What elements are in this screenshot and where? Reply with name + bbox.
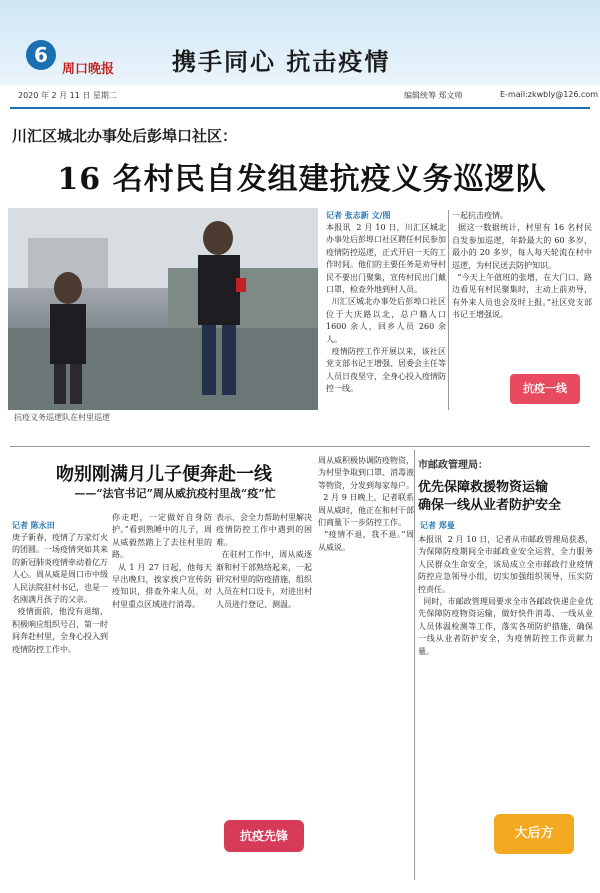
patrol-photo-illustration: [8, 208, 318, 410]
story2-column-1: 庚子新春，疫情了万家灯火的团圆。一场疫情突如其来的新冠肺炎疫情牵动着亿万人心。周从威是周口市中级人民法院驻村书记，也是一名刚满月孩子的父亲。 疫情面前，他没有退缩，积极响应组织号召，第一时间奔赴村里，全身心投入到疫情防控工作中。: [12, 533, 108, 654]
column-divider: [414, 450, 415, 880]
story3-title-line1: 优先保障救援物资运输: [418, 480, 549, 495]
story2-column-4: 周从威积极协调防疫物资，为村里争取到口罩、消毒液等物资，分发到每家每户。 2 月 9 日晚上，记者联系周从威时，他正在和村干部们商量下一步防控工作。 “疫情不退，我不退。”周从威说。: [318, 456, 414, 552]
section-divider: [10, 446, 590, 447]
section-banner: 携手同心 抗击疫情: [172, 47, 391, 76]
section-stamp-pioneer: 抗疫先锋: [224, 820, 304, 852]
header-rule: [10, 107, 590, 109]
story2-subtitle: ——“法官书记”周从威抗疫村里战“疫”忙: [74, 487, 276, 500]
lead-column-2: 一起抗击疫情。 据这一数据统计，村里有 16 名村民自发参加巡逻，年龄最大的 60 多岁，最小的 20 多岁，每人每天轮流在村中巡逻，为村民送去防护知识。 “今天上午值班的张增，在大门口、路边看见有村民聚集时，主动上前劝导，有外来人员也会及时上报。”社区党支部书记王增强说。: [452, 211, 593, 320]
section-stamp-frontline: 抗疫一线: [510, 374, 580, 404]
issue-date: 2020 年 2 月 11 日 星期二: [18, 91, 117, 100]
story2-byline: 记者 陈永田: [12, 521, 55, 530]
lead-headline: 16 名村民自发组建抗疫义务巡逻队: [57, 162, 547, 197]
story3-title-line2: 确保一线从业者防护安全: [418, 498, 562, 513]
newspaper-logo: 周口晚报: [62, 62, 115, 77]
patrol-photo: [8, 208, 318, 410]
photo-caption: 抗疫义务巡逻队在村里巡逻: [14, 413, 110, 422]
story3-kicker: 市邮政管理局：: [418, 460, 488, 471]
section-stamp-rear: 大后方: [494, 814, 574, 854]
story3-byline: 记者 郑曼: [420, 521, 455, 530]
column-divider: [448, 210, 449, 410]
page-number: 6: [26, 40, 56, 70]
editor-credit: 编辑统筹 郑文帅: [404, 91, 463, 100]
lead-column-1: 本报讯 2 月 10 日，川汇区城北办事处后彭埠口社区聘任村民参加疫情防控巡逻，正式开启一天的工作时间。他们的主要任务是劝导村民不要出门聚集，宣传村民出门戴口罩，检查外地到村人员。 川汇区城北办事处后彭埠口社区位于大庆路以北，总户籍人口 1600 余人，回乡人员 260 余人。 疫情防控工作开展以来，该社区党支部书记王增强、居委会主任等人员日夜坚守，全身心投入疫情防控一线。: [326, 223, 447, 394]
lead-byline: 记者 张志新 文/图: [326, 211, 391, 220]
story3-body: 本报讯 2 月 10 日，记者从市邮政管理局获悉，为保障防疫期间全市邮政业安全运营，全力服务人民群众生命安全，该局成立全市邮政行业疫情防控应急领导小组，切实加强组织领导，压实防控责任。 同时，市邮政管理局要求全市各邮政快递企业优先保障防疫物资运输，做好快件消毒、一线从业人员体温检测等工作，落实各项防护措施，确保一线从业者防护安全，为疫情防控工作贡献力量。: [418, 535, 593, 656]
story2-column-2: 你走吧，一定做好自身防护。”看到熟睡中的儿子，周从威毅然踏上了去往村里的路。 从 1 月 27 日起，他每天早出晚归，挨家挨户宣传防疫知识，排查外来人员，对村里重点区域进行消毒。: [112, 513, 212, 609]
story2-column-3: 表示，会全力帮助村里解决疫情防控工作中遇到的困难。 在驻村工作中，周从威逐渐和村干部熟络起来，一起研究村里的防疫措施，组织人员在村口设卡，对进出村人员进行登记、测温。: [216, 513, 312, 609]
date-bar: [0, 90, 600, 104]
lead-kicker: 川汇区城北办事处后彭埠口社区：: [12, 127, 238, 145]
story2-title: 吻别刚满月儿子便奔赴一线: [56, 464, 272, 485]
contact-email: E-mail:zkwbly@126.com: [500, 90, 599, 99]
